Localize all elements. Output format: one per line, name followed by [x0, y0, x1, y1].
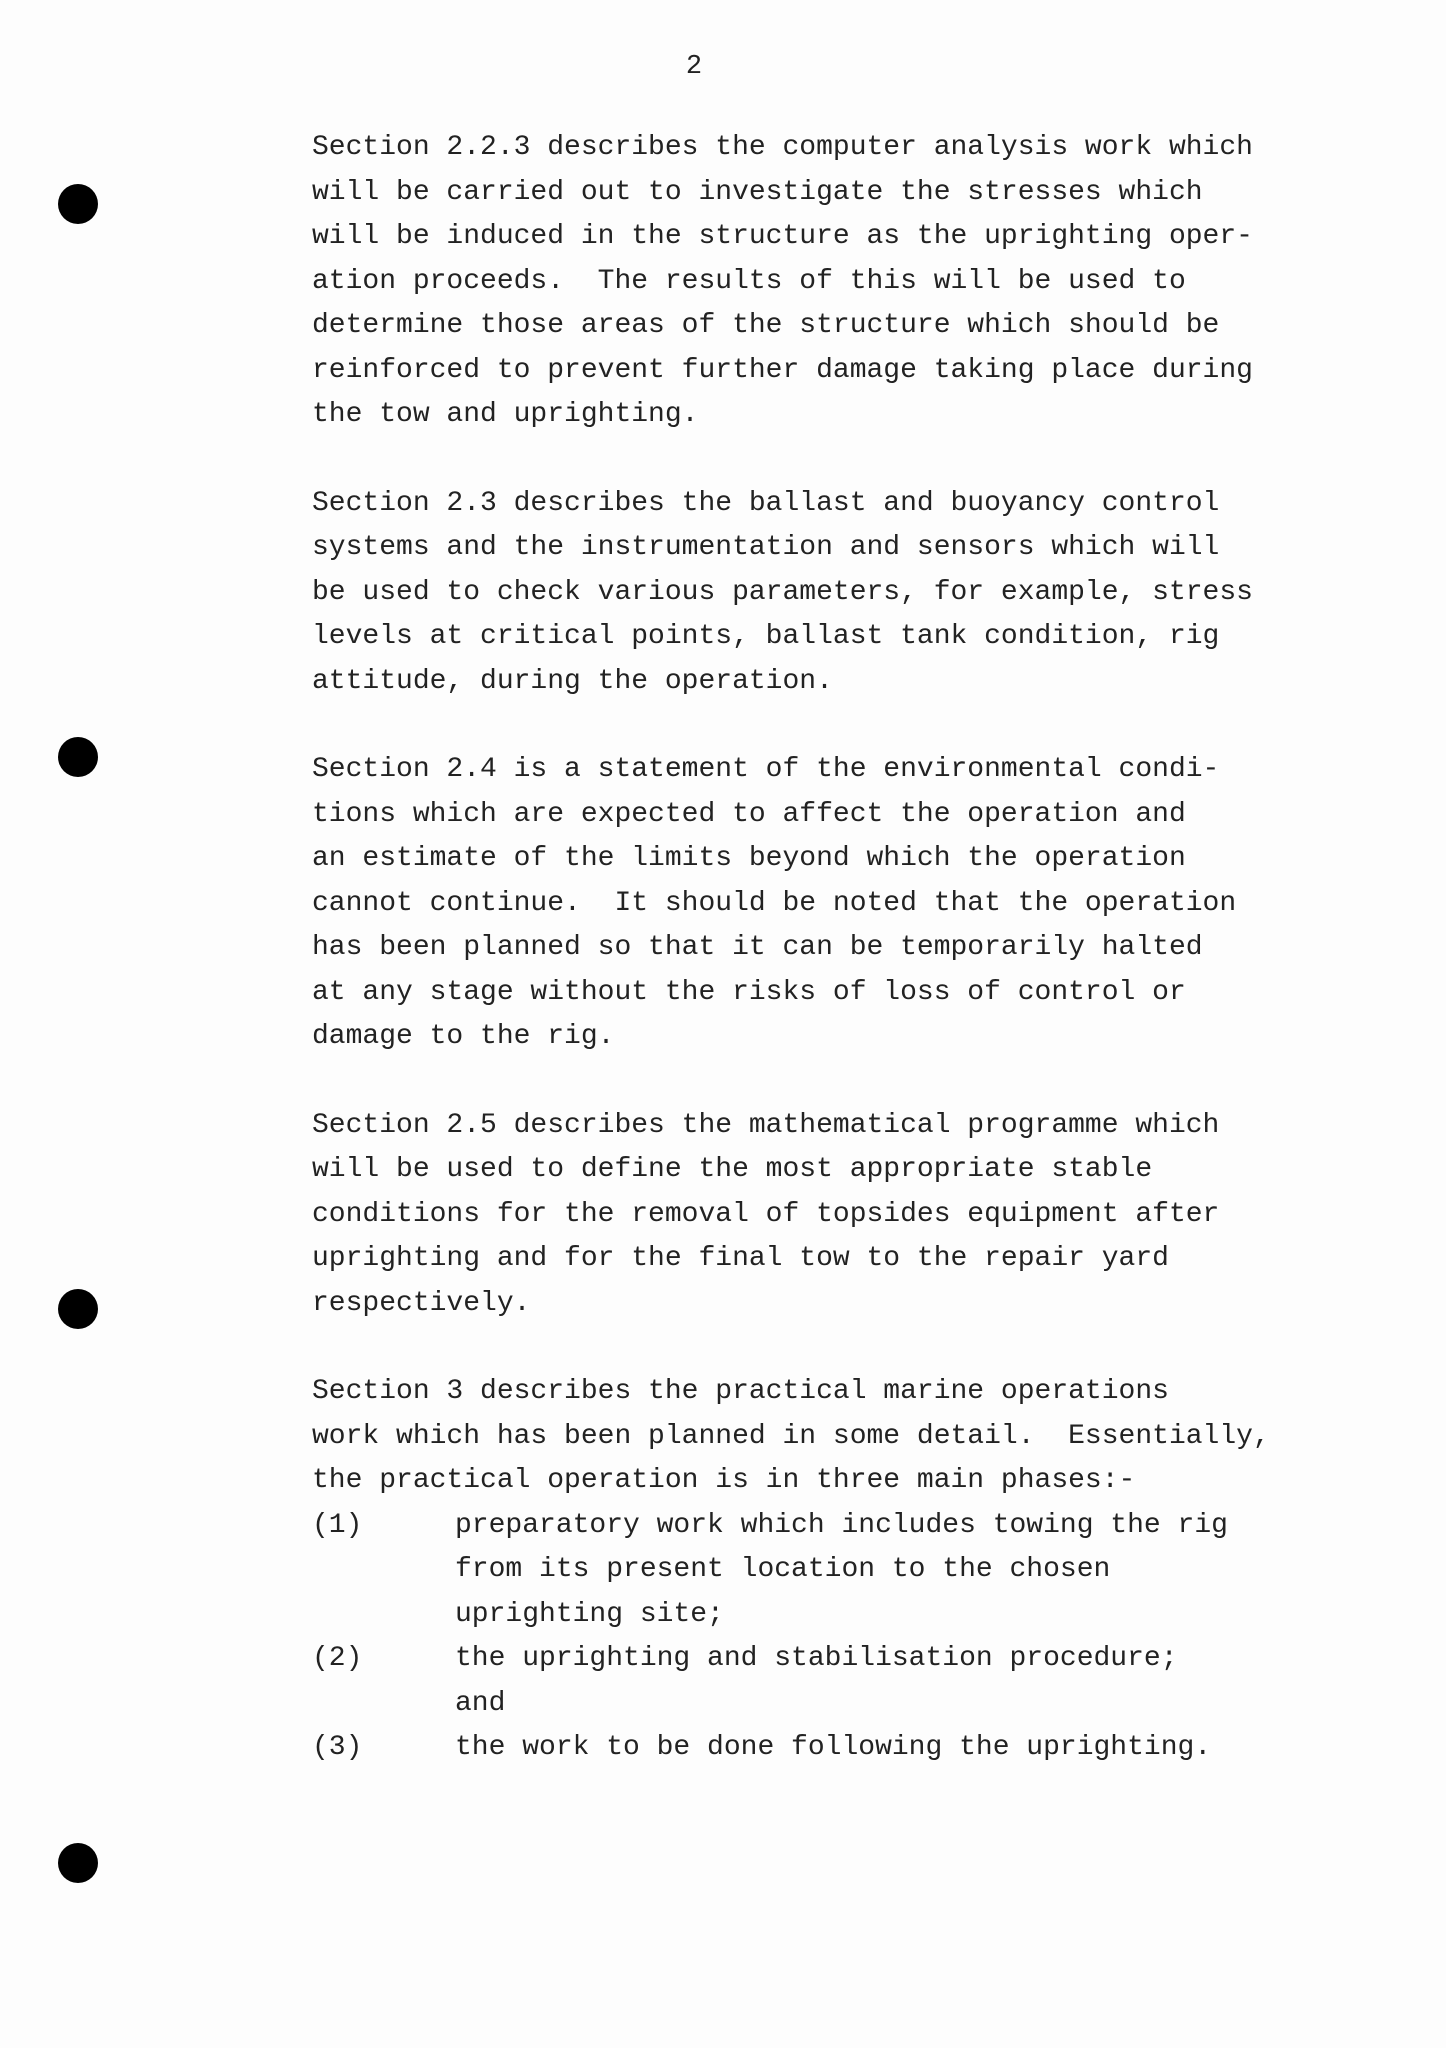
- text-line: Section 3 describes the practical marine operations: [312, 1376, 1169, 1407]
- text-line: the uprighting and stabilisation procedure;: [455, 1643, 1178, 1674]
- paragraph-section-2-4: [312, 748, 1412, 1060]
- punch-hole: [58, 1289, 98, 1329]
- text-line: determine those areas of the structure which should be: [312, 310, 1220, 341]
- text-line: levels at critical points, ballast tank condition, rig: [312, 621, 1220, 652]
- text-line: an estimate of the limits beyond which the operation: [312, 843, 1186, 874]
- text-line: tions which are expected to affect the operation and: [312, 798, 1186, 830]
- text-line: respectively.: [312, 1287, 531, 1319]
- text-line: Section 2.2.3 describes the computer analysis work which: [312, 132, 1253, 163]
- text-line: damage to the rig.: [312, 1021, 615, 1052]
- phase-text: [455, 1504, 1412, 1638]
- text-line: cannot continue. It should be noted that the operation: [312, 887, 1237, 919]
- phase-item: [312, 1504, 1412, 1638]
- text-line: at any stage without the risks of loss of control or: [312, 976, 1186, 1008]
- phase-list: [312, 1504, 1412, 1771]
- text-line: the practical operation is in three main phases:-: [312, 1465, 1136, 1496]
- text-line: Section 2.3 describes the ballast and buoyancy control: [312, 487, 1220, 519]
- text-line: preparatory work which includes towing the rig: [455, 1509, 1228, 1541]
- punch-hole: [58, 184, 98, 224]
- phase-text: [455, 1637, 1412, 1726]
- text-line: systems and the instrumentation and sensors which will: [312, 532, 1220, 563]
- punch-hole: [58, 737, 98, 777]
- text-line: has been planned so that it can be temporarily halted: [312, 932, 1203, 963]
- text-line: ation proceeds. The results of this will be used to: [312, 265, 1186, 297]
- phase-text: [455, 1726, 1412, 1771]
- text-line: and: [455, 1687, 506, 1719]
- text-line: uprighting and for the final tow to the repair yard: [312, 1243, 1169, 1274]
- text-line: reinforced to prevent further damage taking place during: [312, 354, 1253, 386]
- text-line: work which has been planned in some detail. Essentially,: [312, 1420, 1270, 1452]
- text-line: be used to check various parameters, for example, stress: [312, 576, 1253, 608]
- page-number: 2: [685, 52, 703, 82]
- text-line: will be induced in the structure as the uprighting oper-: [312, 221, 1253, 252]
- text-line: Section 2.4 is a statement of the environmental condi-: [312, 754, 1220, 785]
- text-line: uprighting site;: [455, 1598, 724, 1630]
- phase-item: [312, 1637, 1412, 1726]
- paragraph-section-2-3: [312, 482, 1412, 705]
- text-line: the work to be done following the uprighting.: [455, 1732, 1212, 1763]
- paragraph-section-2-5: [312, 1104, 1412, 1327]
- text-line: from its present location to the chosen: [455, 1554, 1111, 1585]
- phase-number: (3): [312, 1732, 363, 1763]
- document-body: [312, 126, 1412, 1771]
- text-line: the tow and uprighting.: [312, 399, 699, 430]
- punch-hole: [58, 1843, 98, 1883]
- text-line: will be used to define the most appropriate stable: [312, 1154, 1153, 1185]
- text-line: conditions for the removal of topsides equipment after: [312, 1198, 1220, 1230]
- text-line: attitude, during the operation.: [312, 665, 833, 697]
- text-line: Section 2.5 describes the mathematical programme which: [312, 1109, 1220, 1141]
- phase-number: (1): [312, 1509, 363, 1541]
- text-line: will be carried out to investigate the stresses which: [312, 176, 1203, 208]
- paragraph-section-2-2-3: [312, 126, 1412, 438]
- paragraph-section-3: [312, 1370, 1412, 1504]
- phase-item: [312, 1726, 1412, 1771]
- phase-number: (2): [312, 1643, 363, 1674]
